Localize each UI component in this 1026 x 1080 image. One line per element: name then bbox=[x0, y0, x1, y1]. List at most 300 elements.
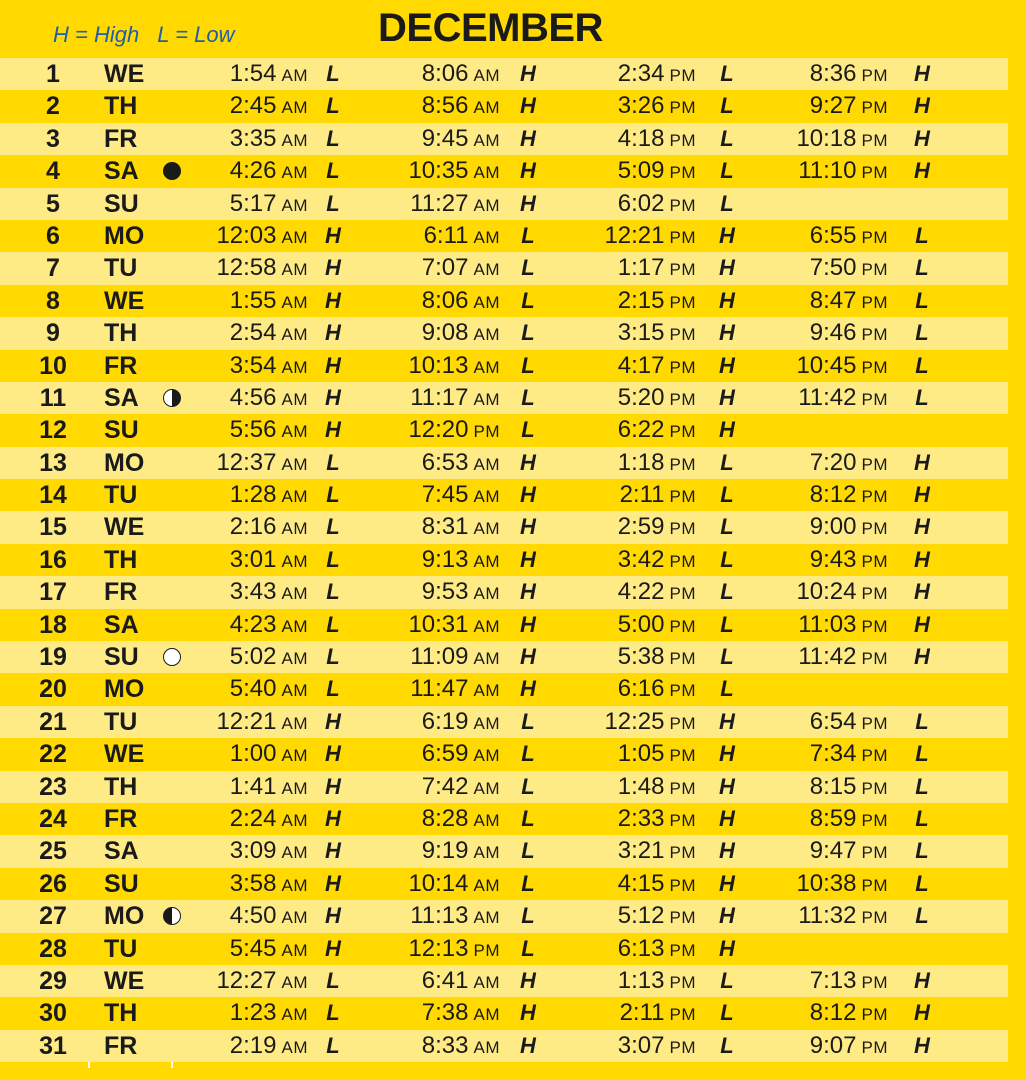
tide-type: L bbox=[326, 611, 340, 637]
day-number: 8 bbox=[46, 286, 60, 315]
tide-time bbox=[576, 868, 696, 902]
tide-time bbox=[188, 90, 308, 124]
tide-type: H bbox=[719, 708, 735, 734]
day-number: 14 bbox=[39, 481, 67, 510]
tide-time bbox=[576, 414, 696, 448]
time-value: 9:13 bbox=[421, 545, 469, 573]
tide-time bbox=[188, 965, 308, 999]
tide-type: L bbox=[720, 611, 734, 637]
time-value: 3:43 bbox=[229, 578, 277, 606]
tide-time bbox=[576, 382, 696, 416]
day-number: 21 bbox=[39, 707, 67, 736]
tide-time bbox=[576, 900, 696, 934]
table-row bbox=[0, 673, 1008, 705]
tide-type: L bbox=[326, 514, 340, 540]
tide-type: L bbox=[521, 805, 535, 831]
am-pm: PM bbox=[861, 810, 888, 830]
tide-time bbox=[576, 576, 696, 610]
day-of-week: SA bbox=[104, 837, 139, 866]
tide-type: L bbox=[720, 676, 734, 702]
tide-type: H bbox=[325, 935, 341, 961]
time-value: 5:00 bbox=[617, 610, 665, 638]
tide-time bbox=[576, 511, 696, 545]
time-value: 9:00 bbox=[809, 513, 857, 541]
tide-time bbox=[188, 673, 308, 707]
time-value: 6:16 bbox=[617, 675, 665, 703]
table-row bbox=[0, 382, 1008, 414]
table-row bbox=[0, 479, 1008, 511]
tide-type: L bbox=[720, 61, 734, 86]
day-of-week: TU bbox=[104, 707, 138, 736]
tide-time bbox=[576, 544, 696, 578]
time-value: 12:27 bbox=[216, 966, 277, 994]
am-pm: AM bbox=[281, 1037, 308, 1057]
am-pm: PM bbox=[861, 260, 888, 280]
tide-type: L bbox=[326, 158, 340, 184]
day-number: 20 bbox=[39, 675, 67, 704]
day-of-week: SU bbox=[104, 189, 139, 218]
tide-type: L bbox=[915, 222, 929, 248]
am-pm: PM bbox=[861, 875, 888, 895]
am-pm: AM bbox=[281, 195, 308, 215]
tide-time bbox=[576, 252, 696, 286]
am-pm: PM bbox=[861, 325, 888, 345]
tide-type: L bbox=[915, 287, 929, 313]
day-number: 10 bbox=[39, 351, 67, 380]
am-pm: AM bbox=[473, 649, 500, 669]
time-value: 8:06 bbox=[421, 60, 469, 87]
am-pm: AM bbox=[473, 227, 500, 247]
tide-time bbox=[188, 933, 308, 967]
tide-time bbox=[380, 252, 500, 286]
am-pm: AM bbox=[473, 66, 500, 85]
time-value: 10:13 bbox=[408, 351, 469, 379]
time-value: 12:13 bbox=[408, 934, 469, 962]
table-row bbox=[0, 155, 1008, 187]
tide-type: L bbox=[915, 741, 929, 767]
am-pm: PM bbox=[669, 908, 696, 928]
am-pm: PM bbox=[669, 260, 696, 280]
time-value: 10:31 bbox=[408, 610, 469, 638]
am-pm: PM bbox=[669, 551, 696, 571]
tide-type: L bbox=[326, 482, 340, 508]
day-of-week: FR bbox=[104, 351, 138, 380]
tide-time bbox=[576, 90, 696, 124]
day-of-week: TU bbox=[104, 254, 138, 283]
time-value: 12:25 bbox=[604, 707, 665, 735]
am-pm: AM bbox=[281, 584, 308, 604]
am-pm: PM bbox=[861, 551, 888, 571]
day-of-week: MO bbox=[104, 448, 145, 477]
tide-type: H bbox=[520, 579, 536, 605]
tide-time bbox=[380, 835, 500, 869]
am-pm: PM bbox=[669, 325, 696, 345]
time-value: 3:54 bbox=[229, 351, 277, 379]
day-number: 26 bbox=[39, 869, 67, 898]
am-pm: PM bbox=[669, 746, 696, 766]
day-of-week: TU bbox=[104, 481, 138, 510]
tide-time bbox=[768, 220, 888, 254]
time-value: 2:19 bbox=[229, 1031, 277, 1059]
tide-type: L bbox=[326, 1000, 340, 1026]
time-value: 8:47 bbox=[809, 286, 857, 314]
time-value: 6:22 bbox=[617, 416, 665, 444]
tide-type: H bbox=[719, 417, 735, 443]
am-pm: AM bbox=[473, 843, 500, 863]
tide-time bbox=[576, 479, 696, 513]
am-pm: PM bbox=[861, 972, 888, 992]
am-pm: AM bbox=[281, 551, 308, 571]
tide-type: L bbox=[720, 967, 734, 993]
tide-type: L bbox=[720, 449, 734, 475]
tide-type: H bbox=[520, 967, 536, 993]
tide-type: H bbox=[719, 352, 735, 378]
tide-type: L bbox=[915, 708, 929, 734]
time-value: 1:13 bbox=[617, 966, 665, 994]
am-pm: AM bbox=[281, 681, 308, 701]
tide-time bbox=[380, 868, 500, 902]
table-row bbox=[0, 933, 1008, 965]
tide-type: H bbox=[914, 1032, 930, 1058]
day-of-week: SU bbox=[104, 869, 139, 898]
tide-type: L bbox=[326, 644, 340, 670]
time-value: 4:17 bbox=[617, 351, 665, 379]
am-pm: AM bbox=[281, 357, 308, 377]
am-pm: AM bbox=[473, 908, 500, 928]
am-pm: PM bbox=[669, 1005, 696, 1025]
tide-type: H bbox=[520, 1032, 536, 1058]
tide-time bbox=[188, 771, 308, 805]
day-of-week: SU bbox=[104, 643, 139, 672]
tide-table bbox=[0, 58, 1026, 1062]
am-pm: AM bbox=[473, 130, 500, 150]
time-value: 8:56 bbox=[421, 92, 469, 120]
tide-time bbox=[576, 997, 696, 1031]
first-moon-icon bbox=[163, 389, 181, 407]
table-row bbox=[0, 706, 1008, 738]
am-pm: PM bbox=[669, 1037, 696, 1057]
table-row bbox=[0, 609, 1008, 641]
legend bbox=[53, 22, 235, 48]
day-of-week: SA bbox=[104, 157, 139, 186]
am-pm: AM bbox=[281, 422, 308, 442]
table-row bbox=[0, 447, 1008, 479]
am-pm: PM bbox=[861, 389, 888, 409]
am-pm: AM bbox=[281, 487, 308, 507]
tide-time bbox=[768, 997, 888, 1031]
day-number: 24 bbox=[39, 804, 67, 833]
time-value: 10:14 bbox=[408, 869, 469, 897]
tide-time bbox=[768, 803, 888, 837]
table-row bbox=[0, 90, 1008, 122]
am-pm: PM bbox=[669, 130, 696, 150]
day-of-week: SA bbox=[104, 383, 139, 412]
time-value: 11:32 bbox=[798, 902, 857, 930]
table-row bbox=[0, 123, 1008, 155]
time-value: 1:41 bbox=[229, 772, 277, 800]
time-value: 8:15 bbox=[809, 772, 857, 800]
time-value: 4:26 bbox=[229, 157, 277, 185]
tide-time bbox=[576, 771, 696, 805]
table-row bbox=[0, 544, 1008, 576]
tide-time bbox=[576, 673, 696, 707]
am-pm: PM bbox=[861, 1037, 888, 1057]
tide-type: L bbox=[521, 384, 535, 410]
am-pm: PM bbox=[861, 357, 888, 377]
am-pm: PM bbox=[669, 681, 696, 701]
tide-time bbox=[188, 382, 308, 416]
am-pm: AM bbox=[473, 357, 500, 377]
time-value: 5:02 bbox=[229, 643, 277, 671]
tide-time bbox=[380, 965, 500, 999]
time-value: 5:12 bbox=[617, 902, 665, 930]
am-pm: AM bbox=[473, 519, 500, 539]
am-pm: PM bbox=[669, 487, 696, 507]
am-pm: AM bbox=[473, 487, 500, 507]
time-value: 6:59 bbox=[421, 740, 469, 768]
tide-time bbox=[768, 382, 888, 416]
am-pm: AM bbox=[281, 843, 308, 863]
am-pm: AM bbox=[281, 616, 308, 636]
tide-type: H bbox=[325, 255, 341, 281]
tide-type: L bbox=[720, 644, 734, 670]
tide-time bbox=[380, 1030, 500, 1064]
am-pm: PM bbox=[861, 713, 888, 733]
tide-time bbox=[768, 511, 888, 545]
am-pm: AM bbox=[281, 292, 308, 312]
tide-type: H bbox=[325, 870, 341, 896]
day-number: 22 bbox=[39, 740, 67, 769]
time-value: 9:46 bbox=[809, 319, 857, 347]
day-number: 27 bbox=[39, 902, 67, 931]
am-pm: PM bbox=[669, 616, 696, 636]
day-number: 7 bbox=[46, 254, 60, 283]
tide-type: L bbox=[521, 320, 535, 346]
tide-type: H bbox=[914, 61, 930, 86]
day-number: 31 bbox=[39, 1031, 67, 1060]
tide-type: H bbox=[719, 222, 735, 248]
am-pm: PM bbox=[669, 713, 696, 733]
tide-time bbox=[768, 900, 888, 934]
tide-time bbox=[188, 868, 308, 902]
time-value: 2:16 bbox=[229, 513, 277, 541]
tide-time bbox=[768, 350, 888, 384]
time-value: 1:05 bbox=[617, 740, 665, 768]
am-pm: PM bbox=[861, 292, 888, 312]
am-pm: AM bbox=[281, 163, 308, 183]
tide-time bbox=[380, 123, 500, 157]
tide-type: H bbox=[914, 579, 930, 605]
tide-type: H bbox=[520, 125, 536, 151]
tide-type: H bbox=[520, 61, 536, 86]
tide-type: H bbox=[719, 870, 735, 896]
am-pm: AM bbox=[473, 1005, 500, 1025]
tide-type: L bbox=[915, 320, 929, 346]
tide-type: H bbox=[520, 449, 536, 475]
tide-type: L bbox=[521, 417, 535, 443]
am-pm: PM bbox=[861, 130, 888, 150]
time-value: 2:11 bbox=[619, 481, 665, 509]
time-value: 3:26 bbox=[617, 92, 665, 120]
tide-time bbox=[380, 382, 500, 416]
am-pm: AM bbox=[473, 778, 500, 798]
time-value: 3:07 bbox=[617, 1031, 665, 1059]
table-row bbox=[0, 188, 1008, 220]
tide-type: L bbox=[326, 449, 340, 475]
time-value: 12:03 bbox=[216, 221, 277, 249]
tide-type: H bbox=[325, 838, 341, 864]
tide-type: L bbox=[915, 870, 929, 896]
day-number: 15 bbox=[39, 513, 67, 542]
tide-type: L bbox=[326, 967, 340, 993]
tide-time bbox=[576, 803, 696, 837]
day-of-week: WE bbox=[104, 286, 145, 315]
tide-time bbox=[380, 933, 500, 967]
am-pm: PM bbox=[861, 616, 888, 636]
day-number: 25 bbox=[39, 837, 67, 866]
time-value: 1:00 bbox=[229, 740, 277, 768]
day-of-week: WE bbox=[104, 513, 145, 542]
time-value: 2:59 bbox=[617, 513, 665, 541]
time-value: 4:15 bbox=[617, 869, 665, 897]
tide-type: L bbox=[326, 546, 340, 572]
time-value: 7:45 bbox=[421, 481, 469, 509]
table-row bbox=[0, 576, 1008, 608]
tide-time bbox=[380, 576, 500, 610]
time-value: 1:55 bbox=[229, 286, 277, 314]
am-pm: AM bbox=[281, 389, 308, 409]
time-value: 8:31 bbox=[421, 513, 469, 541]
time-value: 3:42 bbox=[617, 545, 665, 573]
table-row bbox=[0, 511, 1008, 543]
tide-type: L bbox=[915, 384, 929, 410]
am-pm: AM bbox=[473, 163, 500, 183]
tide-type: L bbox=[521, 838, 535, 864]
am-pm: AM bbox=[473, 195, 500, 215]
tide-type: H bbox=[719, 287, 735, 313]
table-row bbox=[0, 835, 1008, 867]
time-value: 6:54 bbox=[809, 707, 857, 735]
tide-time bbox=[768, 609, 888, 643]
am-pm: AM bbox=[473, 713, 500, 733]
tide-type: H bbox=[325, 773, 341, 799]
tide-time bbox=[380, 58, 500, 92]
time-value: 6:11 bbox=[423, 221, 469, 249]
page-title: DECEMBER bbox=[378, 6, 603, 50]
time-value: 11:47 bbox=[410, 675, 469, 703]
time-value: 4:56 bbox=[229, 383, 277, 411]
tide-time bbox=[380, 511, 500, 545]
am-pm: PM bbox=[669, 778, 696, 798]
am-pm: AM bbox=[281, 778, 308, 798]
table-row bbox=[0, 317, 1008, 349]
legend-low: L = Low bbox=[157, 22, 235, 47]
tide-type: H bbox=[325, 708, 341, 734]
am-pm: AM bbox=[281, 519, 308, 539]
day-number: 1 bbox=[46, 60, 60, 88]
tide-type: H bbox=[914, 1000, 930, 1026]
tide-type: H bbox=[325, 805, 341, 831]
tide-time bbox=[380, 673, 500, 707]
tide-time bbox=[188, 803, 308, 837]
am-pm: AM bbox=[281, 810, 308, 830]
day-of-week: FR bbox=[104, 124, 138, 153]
day-number: 30 bbox=[39, 999, 67, 1028]
day-of-week: WE bbox=[104, 740, 145, 769]
tide-type: L bbox=[521, 935, 535, 961]
tide-time bbox=[576, 738, 696, 772]
tide-time bbox=[188, 609, 308, 643]
tide-type: H bbox=[325, 320, 341, 346]
am-pm: AM bbox=[281, 972, 308, 992]
am-pm: PM bbox=[861, 649, 888, 669]
am-pm: AM bbox=[473, 551, 500, 571]
tide-time bbox=[768, 771, 888, 805]
am-pm: PM bbox=[861, 843, 888, 863]
table-row bbox=[0, 1030, 1008, 1062]
time-value: 7:34 bbox=[809, 740, 857, 768]
time-value: 11:03 bbox=[798, 610, 857, 638]
tide-type: L bbox=[521, 741, 535, 767]
time-value: 5:17 bbox=[229, 189, 277, 217]
am-pm: AM bbox=[281, 746, 308, 766]
tide-type: H bbox=[914, 514, 930, 540]
time-value: 4:22 bbox=[617, 578, 665, 606]
time-value: 9:53 bbox=[421, 578, 469, 606]
day-of-week: WE bbox=[104, 60, 145, 88]
day-number: 9 bbox=[46, 319, 60, 348]
time-value: 8:06 bbox=[421, 286, 469, 314]
tide-time bbox=[380, 90, 500, 124]
tide-type: L bbox=[326, 190, 340, 216]
tide-type: H bbox=[520, 190, 536, 216]
day-of-week: TH bbox=[104, 319, 138, 348]
time-value: 6:55 bbox=[809, 221, 857, 249]
tide-time bbox=[576, 447, 696, 481]
time-value: 7:07 bbox=[421, 254, 469, 282]
am-pm: PM bbox=[473, 940, 500, 960]
am-pm: PM bbox=[669, 98, 696, 118]
tide-time bbox=[188, 350, 308, 384]
tide-type: H bbox=[719, 741, 735, 767]
tide-type: L bbox=[720, 546, 734, 572]
time-value: 11:10 bbox=[798, 157, 857, 185]
am-pm: AM bbox=[473, 454, 500, 474]
day-of-week: TH bbox=[104, 92, 138, 121]
tide-time bbox=[768, 641, 888, 675]
time-value: 1:18 bbox=[617, 448, 665, 476]
am-pm: PM bbox=[669, 163, 696, 183]
time-value: 9:47 bbox=[809, 837, 857, 865]
am-pm: PM bbox=[669, 972, 696, 992]
tide-type: L bbox=[521, 352, 535, 378]
am-pm: AM bbox=[281, 649, 308, 669]
time-value: 6:13 bbox=[617, 934, 665, 962]
am-pm: AM bbox=[281, 1005, 308, 1025]
day-of-week: MO bbox=[104, 675, 145, 704]
am-pm: AM bbox=[281, 875, 308, 895]
am-pm: PM bbox=[669, 519, 696, 539]
am-pm: AM bbox=[473, 584, 500, 604]
table-row bbox=[0, 252, 1008, 284]
tide-type: L bbox=[720, 514, 734, 540]
time-value: 5:40 bbox=[229, 675, 277, 703]
tide-type: H bbox=[914, 611, 930, 637]
am-pm: PM bbox=[669, 875, 696, 895]
table-row bbox=[0, 771, 1008, 803]
tide-type: H bbox=[325, 222, 341, 248]
day-number: 5 bbox=[46, 189, 60, 218]
